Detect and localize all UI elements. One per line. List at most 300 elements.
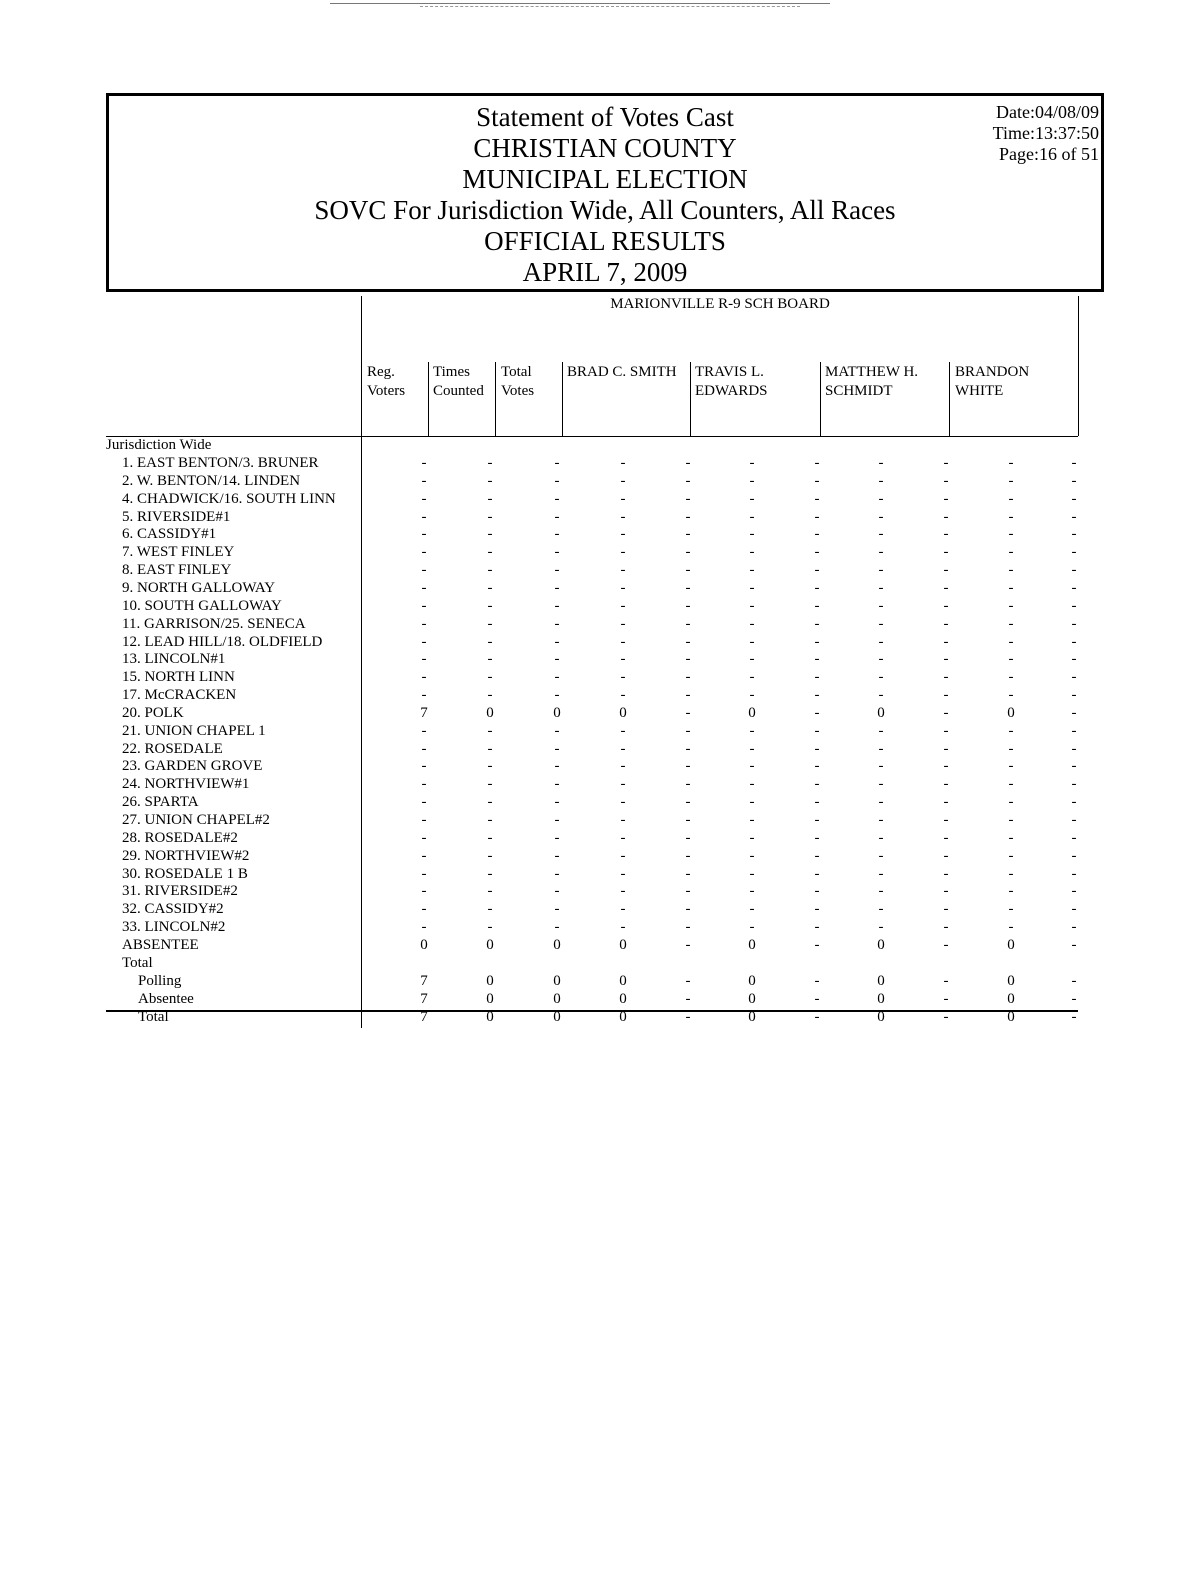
grid-line bbox=[562, 362, 563, 436]
row-value: 0 bbox=[486, 973, 494, 989]
row-value: - bbox=[620, 597, 626, 614]
row-value: - bbox=[1071, 936, 1077, 953]
table-row bbox=[0, 829, 1200, 847]
row-value: - bbox=[1071, 722, 1077, 739]
row-value: - bbox=[620, 740, 626, 757]
row-value: - bbox=[1008, 901, 1014, 918]
row-value: - bbox=[943, 615, 949, 632]
grid-line bbox=[1078, 296, 1079, 436]
report-scope: SOVC For Jurisdiction Wide, All Counters, All Races bbox=[314, 195, 896, 225]
row-value: - bbox=[685, 597, 691, 614]
row-value: - bbox=[685, 651, 691, 668]
row-value: 0 bbox=[553, 936, 561, 953]
row-value: - bbox=[749, 490, 755, 507]
row-value: - bbox=[1071, 633, 1077, 650]
row-value: - bbox=[1008, 883, 1014, 900]
row-value: - bbox=[487, 490, 493, 507]
table-row bbox=[0, 686, 1200, 704]
row-value: - bbox=[1008, 722, 1014, 739]
row-value: 7 bbox=[420, 704, 428, 721]
row-label: 24. NORTHVIEW#1 bbox=[122, 776, 250, 793]
row-value: - bbox=[620, 901, 626, 918]
row-value: - bbox=[1071, 847, 1077, 864]
row-value: - bbox=[620, 812, 626, 828]
row-value: - bbox=[1071, 829, 1077, 846]
row-label: 32. CASSIDY#2 bbox=[122, 901, 224, 918]
row-label: Total bbox=[138, 1009, 169, 1025]
row-value: - bbox=[487, 829, 493, 846]
row-label: 17. McCRACKEN bbox=[122, 687, 237, 704]
row-value: - bbox=[554, 812, 560, 828]
row-value: - bbox=[943, 526, 949, 543]
row-label: 29. NORTHVIEW#2 bbox=[122, 847, 250, 864]
row-value: - bbox=[554, 633, 560, 650]
row-value: - bbox=[620, 669, 626, 686]
table-row bbox=[0, 847, 1200, 865]
row-label: 22. ROSEDALE bbox=[122, 740, 223, 757]
row-label: 12. LEAD HILL/18. OLDFIELD bbox=[122, 633, 323, 650]
row-value: - bbox=[1071, 544, 1077, 561]
row-value: - bbox=[1071, 704, 1077, 721]
row-value: - bbox=[749, 669, 755, 686]
row-value: - bbox=[487, 562, 493, 579]
row-value: - bbox=[620, 544, 626, 561]
row-value: - bbox=[685, 687, 691, 704]
row-value: - bbox=[554, 597, 560, 614]
table-row bbox=[0, 865, 1200, 883]
row-value: - bbox=[620, 490, 626, 507]
row-value: - bbox=[878, 776, 884, 793]
row-value: - bbox=[814, 704, 820, 721]
row-value: - bbox=[943, 919, 949, 936]
row-value: - bbox=[814, 633, 820, 650]
table-row bbox=[0, 543, 1200, 561]
row-value: - bbox=[943, 472, 949, 489]
row-value: - bbox=[1071, 740, 1077, 757]
row-value: - bbox=[554, 722, 560, 739]
row-value: - bbox=[749, 847, 755, 864]
row-label: Absentee bbox=[138, 991, 194, 1007]
row-value: - bbox=[487, 776, 493, 793]
row-value: - bbox=[554, 740, 560, 757]
row-value: - bbox=[620, 562, 626, 579]
row-value: - bbox=[814, 687, 820, 704]
row-value: - bbox=[554, 687, 560, 704]
row-value: - bbox=[749, 615, 755, 632]
report-header bbox=[106, 93, 1104, 292]
row-value: - bbox=[749, 794, 755, 811]
row-value: - bbox=[814, 722, 820, 739]
grid-line bbox=[949, 362, 950, 436]
grid-line bbox=[820, 362, 821, 436]
row-value: - bbox=[487, 472, 493, 489]
row-value: - bbox=[620, 758, 626, 775]
row-value: - bbox=[1071, 991, 1077, 1007]
scan-edge-line bbox=[420, 6, 800, 7]
row-value: - bbox=[487, 687, 493, 704]
row-value: - bbox=[487, 901, 493, 918]
row-value: - bbox=[421, 562, 427, 579]
row-value: - bbox=[421, 615, 427, 632]
row-value: - bbox=[943, 633, 949, 650]
row-value: - bbox=[878, 615, 884, 632]
row-value: - bbox=[685, 865, 691, 882]
row-value: - bbox=[554, 508, 560, 525]
row-value: - bbox=[1071, 472, 1077, 489]
row-value: - bbox=[620, 776, 626, 793]
row-value: - bbox=[421, 722, 427, 739]
row-value: - bbox=[749, 758, 755, 775]
row-value: - bbox=[943, 794, 949, 811]
row-value: - bbox=[620, 919, 626, 936]
table-row bbox=[0, 775, 1200, 793]
col-total-votes: Total Votes bbox=[501, 364, 535, 399]
row-value: - bbox=[878, 472, 884, 489]
row-value: - bbox=[487, 847, 493, 864]
row-value: - bbox=[1071, 526, 1077, 543]
row-value: - bbox=[1008, 490, 1014, 507]
row-value: - bbox=[1071, 901, 1077, 918]
row-value: - bbox=[685, 847, 691, 864]
row-value: - bbox=[421, 758, 427, 775]
row-value: - bbox=[878, 490, 884, 507]
row-value: 0 bbox=[1007, 991, 1015, 1007]
row-value: - bbox=[620, 865, 626, 882]
row-value: - bbox=[878, 633, 884, 650]
row-value: - bbox=[1071, 865, 1077, 882]
row-value: 0 bbox=[619, 936, 627, 953]
row-value: - bbox=[685, 508, 691, 525]
row-value: - bbox=[421, 490, 427, 507]
row-value: - bbox=[1008, 633, 1014, 650]
row-value: - bbox=[749, 597, 755, 614]
col-candidate-white: BRANDON WHITE bbox=[955, 364, 1030, 399]
row-value: - bbox=[487, 633, 493, 650]
row-value: - bbox=[685, 562, 691, 579]
row-value: - bbox=[421, 829, 427, 846]
row-value: - bbox=[421, 687, 427, 704]
row-value: - bbox=[685, 936, 691, 953]
row-value: - bbox=[421, 651, 427, 668]
row-value: 0 bbox=[486, 704, 494, 721]
row-value: - bbox=[1008, 615, 1014, 632]
row-value: - bbox=[749, 883, 755, 900]
row-value: 0 bbox=[553, 973, 561, 989]
row-value: - bbox=[421, 597, 427, 614]
row-value: - bbox=[1071, 919, 1077, 936]
report-meta bbox=[993, 102, 1099, 165]
row-value: - bbox=[1071, 615, 1077, 632]
row-value: - bbox=[554, 847, 560, 864]
row-value: - bbox=[487, 794, 493, 811]
row-value: - bbox=[943, 1009, 949, 1025]
row-value: - bbox=[1071, 669, 1077, 686]
row-value: - bbox=[878, 597, 884, 614]
row-value: - bbox=[1071, 579, 1077, 596]
totals-label: Total bbox=[122, 955, 153, 971]
row-value: - bbox=[421, 847, 427, 864]
row-value: - bbox=[685, 633, 691, 650]
totals-heading bbox=[0, 954, 1200, 972]
row-value: - bbox=[1008, 669, 1014, 686]
row-value: - bbox=[749, 526, 755, 543]
col-candidate-smith: BRAD C. SMITH bbox=[567, 364, 677, 380]
row-value: - bbox=[1071, 455, 1077, 471]
row-value: - bbox=[943, 865, 949, 882]
row-value: 0 bbox=[748, 936, 756, 953]
report-title: Statement of Votes Cast bbox=[476, 102, 734, 132]
row-value: - bbox=[685, 722, 691, 739]
row-value: - bbox=[814, 651, 820, 668]
row-label: 13. LINCOLN#1 bbox=[122, 651, 226, 668]
row-value: - bbox=[554, 472, 560, 489]
row-value: - bbox=[943, 973, 949, 989]
row-value: - bbox=[685, 776, 691, 793]
row-value: - bbox=[878, 651, 884, 668]
row-value: - bbox=[685, 615, 691, 632]
row-value: - bbox=[814, 758, 820, 775]
row-label: ABSENTEE bbox=[122, 936, 199, 953]
row-value: - bbox=[1008, 740, 1014, 757]
table-row bbox=[0, 811, 1200, 829]
row-value: - bbox=[1008, 455, 1014, 471]
row-value: - bbox=[1071, 973, 1077, 989]
table-row bbox=[0, 633, 1200, 651]
row-value: 0 bbox=[877, 973, 885, 989]
row-label: 2. W. BENTON/14. LINDEN bbox=[122, 472, 301, 489]
row-value: - bbox=[620, 794, 626, 811]
col-candidate-schmidt: MATTHEW H. SCHMIDT bbox=[825, 364, 919, 399]
row-value: 0 bbox=[877, 1009, 885, 1025]
row-value: - bbox=[1071, 651, 1077, 668]
row-value: 0 bbox=[553, 704, 561, 721]
row-label: 11. GARRISON/25. SENECA bbox=[122, 615, 306, 632]
row-value: - bbox=[814, 973, 820, 989]
row-value: - bbox=[814, 597, 820, 614]
row-value: - bbox=[620, 651, 626, 668]
row-value: - bbox=[749, 740, 755, 757]
row-label: 8. EAST FINLEY bbox=[122, 562, 232, 579]
row-value: - bbox=[878, 544, 884, 561]
row-value: - bbox=[554, 919, 560, 936]
row-value: - bbox=[554, 579, 560, 596]
row-value: - bbox=[878, 883, 884, 900]
row-value: - bbox=[1008, 508, 1014, 525]
row-value: - bbox=[814, 794, 820, 811]
row-value: - bbox=[814, 829, 820, 846]
row-value: - bbox=[487, 722, 493, 739]
row-value: - bbox=[1071, 597, 1077, 614]
row-value: - bbox=[620, 526, 626, 543]
grid-line bbox=[495, 362, 496, 436]
row-value: 0 bbox=[877, 991, 885, 1007]
row-value: - bbox=[1008, 776, 1014, 793]
row-label: 21. UNION CHAPEL 1 bbox=[122, 722, 266, 739]
row-value: - bbox=[620, 579, 626, 596]
row-value: - bbox=[943, 847, 949, 864]
table-row bbox=[0, 882, 1200, 900]
row-value: - bbox=[749, 687, 755, 704]
table-row bbox=[0, 936, 1200, 954]
row-value: - bbox=[943, 490, 949, 507]
row-value: - bbox=[554, 490, 560, 507]
row-value: - bbox=[620, 829, 626, 846]
row-label: 6. CASSIDY#1 bbox=[122, 526, 217, 543]
row-value: 0 bbox=[486, 1009, 494, 1025]
row-value: - bbox=[421, 526, 427, 543]
row-value: - bbox=[554, 758, 560, 775]
row-value: - bbox=[1008, 919, 1014, 936]
row-value: - bbox=[878, 526, 884, 543]
row-value: - bbox=[814, 544, 820, 561]
row-value: 0 bbox=[877, 704, 885, 721]
row-value: - bbox=[620, 687, 626, 704]
row-value: - bbox=[421, 883, 427, 900]
row-value: - bbox=[1071, 812, 1077, 828]
row-value: - bbox=[943, 508, 949, 525]
row-value: - bbox=[1071, 687, 1077, 704]
row-value: - bbox=[421, 544, 427, 561]
row-value: - bbox=[1008, 865, 1014, 882]
row-value: - bbox=[943, 758, 949, 775]
row-value: - bbox=[487, 812, 493, 828]
row-value: - bbox=[878, 794, 884, 811]
row-value: - bbox=[814, 1009, 820, 1025]
row-value: - bbox=[487, 740, 493, 757]
row-value: - bbox=[554, 544, 560, 561]
row-value: - bbox=[1008, 829, 1014, 846]
row-value: - bbox=[685, 794, 691, 811]
row-value: - bbox=[1071, 776, 1077, 793]
row-value: - bbox=[814, 526, 820, 543]
row-value: - bbox=[943, 936, 949, 953]
section-label: Jurisdiction Wide bbox=[106, 437, 212, 453]
row-value: - bbox=[814, 562, 820, 579]
row-value: - bbox=[1008, 758, 1014, 775]
row-label: Polling bbox=[138, 973, 182, 989]
row-label: 27. UNION CHAPEL#2 bbox=[122, 812, 270, 828]
row-value: - bbox=[421, 901, 427, 918]
row-value: - bbox=[620, 847, 626, 864]
row-value: - bbox=[1008, 687, 1014, 704]
table-row bbox=[0, 525, 1200, 543]
row-value: - bbox=[814, 991, 820, 1007]
row-value: - bbox=[1071, 758, 1077, 775]
row-value: - bbox=[685, 526, 691, 543]
election-name: MUNICIPAL ELECTION bbox=[462, 164, 748, 194]
row-label: 23. GARDEN GROVE bbox=[122, 758, 263, 775]
row-value: 0 bbox=[1007, 1009, 1015, 1025]
row-value: - bbox=[943, 740, 949, 757]
table-row bbox=[0, 722, 1200, 740]
row-value: - bbox=[554, 776, 560, 793]
grid-line bbox=[361, 296, 362, 436]
race-title: MARIONVILLE R-9 SCH BOARD bbox=[610, 296, 830, 312]
row-value: - bbox=[878, 919, 884, 936]
row-value: - bbox=[878, 758, 884, 775]
table-row bbox=[0, 668, 1200, 686]
row-value: - bbox=[814, 919, 820, 936]
row-value: 0 bbox=[748, 1009, 756, 1025]
row-value: - bbox=[1008, 544, 1014, 561]
table-row bbox=[0, 918, 1200, 936]
row-value: - bbox=[749, 472, 755, 489]
row-value: - bbox=[749, 562, 755, 579]
row-value: - bbox=[943, 687, 949, 704]
row-value: - bbox=[685, 669, 691, 686]
row-value: - bbox=[487, 883, 493, 900]
row-value: - bbox=[943, 776, 949, 793]
row-value: - bbox=[1008, 526, 1014, 543]
row-value: - bbox=[554, 883, 560, 900]
row-value: - bbox=[421, 579, 427, 596]
row-value: - bbox=[814, 472, 820, 489]
col-reg-voters: Reg. Voters bbox=[367, 364, 406, 399]
row-value: - bbox=[878, 687, 884, 704]
row-value: - bbox=[943, 455, 949, 471]
row-value: 0 bbox=[486, 991, 494, 1007]
row-value: - bbox=[421, 865, 427, 882]
row-value: - bbox=[620, 722, 626, 739]
row-label: 20. POLK bbox=[122, 704, 184, 721]
row-value: - bbox=[421, 812, 427, 828]
election-date: APRIL 7, 2009 bbox=[522, 257, 688, 287]
row-value: - bbox=[814, 901, 820, 918]
row-value: 0 bbox=[619, 991, 627, 1007]
row-value: - bbox=[943, 829, 949, 846]
table-row bbox=[0, 757, 1200, 775]
row-value: - bbox=[554, 526, 560, 543]
row-value: - bbox=[749, 651, 755, 668]
row-value: - bbox=[814, 776, 820, 793]
row-label: 33. LINCOLN#2 bbox=[122, 919, 226, 936]
table-row bbox=[0, 615, 1200, 633]
row-value: - bbox=[814, 740, 820, 757]
row-value: - bbox=[685, 919, 691, 936]
row-value: - bbox=[749, 901, 755, 918]
row-value: 0 bbox=[748, 704, 756, 721]
row-value: - bbox=[1008, 562, 1014, 579]
row-value: - bbox=[749, 544, 755, 561]
table-row bbox=[0, 740, 1200, 758]
row-value: - bbox=[1071, 1009, 1077, 1025]
row-value: - bbox=[685, 973, 691, 989]
row-value: - bbox=[943, 669, 949, 686]
row-value: - bbox=[749, 812, 755, 828]
row-value: - bbox=[620, 508, 626, 525]
row-value: - bbox=[814, 579, 820, 596]
row-value: - bbox=[1071, 490, 1077, 507]
row-value: - bbox=[943, 901, 949, 918]
row-value: - bbox=[487, 758, 493, 775]
row-value: - bbox=[943, 562, 949, 579]
row-value: - bbox=[620, 883, 626, 900]
row-value: - bbox=[487, 919, 493, 936]
total-rule bbox=[106, 1010, 1078, 1012]
row-value: - bbox=[814, 669, 820, 686]
row-value: - bbox=[878, 901, 884, 918]
row-value: - bbox=[814, 883, 820, 900]
row-value: - bbox=[943, 579, 949, 596]
row-value: - bbox=[421, 472, 427, 489]
row-value: - bbox=[487, 455, 493, 471]
row-value: - bbox=[1008, 794, 1014, 811]
row-value: - bbox=[685, 455, 691, 471]
row-value: 0 bbox=[877, 936, 885, 953]
table-row bbox=[0, 704, 1200, 722]
row-value: - bbox=[620, 455, 626, 471]
row-value: 0 bbox=[619, 1009, 627, 1025]
